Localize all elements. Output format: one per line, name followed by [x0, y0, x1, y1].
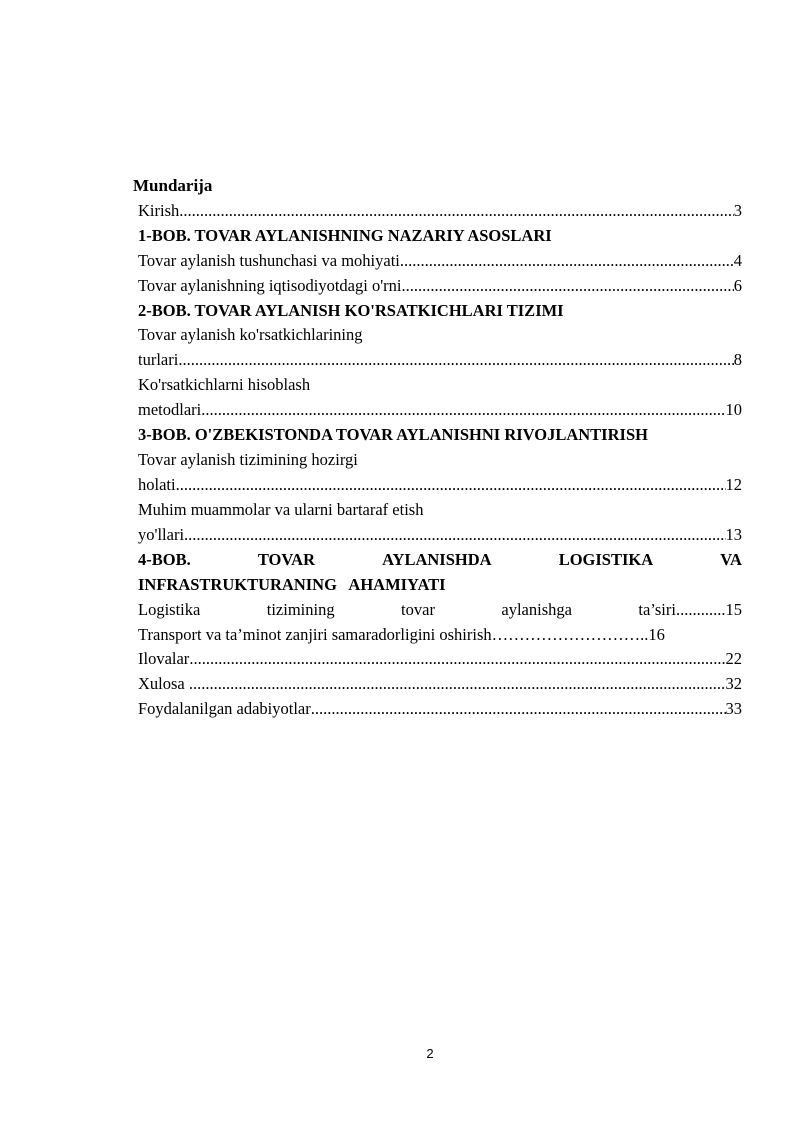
toc-entry-text: Ilovalar [138, 649, 190, 668]
toc-entry[interactable] [138, 522, 742, 547]
dot-leader [400, 248, 734, 273]
toc-entry-text: Tovar aylanish tushunchasi va mohiyati [138, 251, 400, 270]
toc-page-number: 10 [725, 400, 742, 419]
toc-entry[interactable] [138, 347, 742, 372]
dot-leader [402, 273, 734, 298]
toc-entry[interactable] [138, 397, 742, 422]
page-number: 2 [426, 1046, 434, 1061]
toc-entry-word: Logistika [138, 600, 201, 619]
toc-entry[interactable] [138, 646, 742, 671]
toc-page-number: 33 [725, 699, 742, 718]
toc-entry[interactable] [138, 696, 742, 721]
toc-entry-word: ta’siri............15 [638, 600, 742, 619]
toc-entry[interactable] [138, 671, 742, 696]
toc-entry-text: Tovar aylanish ko'rsatkichlarining [138, 325, 363, 344]
toc-entry[interactable] [138, 622, 742, 647]
toc-page-number: 3 [733, 201, 742, 220]
dot-leader [179, 198, 734, 223]
toc-entry-text: Transport va ta’minot zanjiri samaradorligini oshirish [138, 625, 492, 644]
toc-page-number: 13 [725, 525, 742, 544]
toc-page-number: 12 [725, 475, 742, 494]
toc-page-number: 32 [725, 674, 742, 693]
dot-leader [189, 671, 726, 696]
toc-page-number: 22 [725, 649, 742, 668]
dot-leader [201, 397, 725, 422]
toc-entry[interactable] [138, 472, 742, 497]
toc-entry-word: tovar [401, 600, 435, 619]
toc-entry-text: Ko'rsatkichlarni hisoblash [138, 375, 311, 394]
toc-title: Mundarija [133, 176, 213, 195]
toc-entry-kirish[interactable] [138, 198, 742, 223]
toc-entry-text: yo'llari [138, 525, 185, 544]
chapter-heading-2: 2-BOB. TOVAR AYLANISH KO'RSATKICHLARI TIZIMI [138, 301, 564, 320]
heading-word: TOVAR [257, 550, 316, 569]
toc-entry-text: Tovar aylanish tizimining hozirgi [138, 450, 358, 469]
toc-entry-text: Foydalanilgan adabiyotlar [138, 699, 311, 718]
toc-entry-trail: ………………………..16 [491, 625, 665, 644]
toc-entry[interactable] [138, 597, 742, 622]
heading-word: AYLANISHDA [382, 550, 492, 569]
toc-entry[interactable] [138, 248, 742, 273]
toc-page-number: 8 [733, 350, 742, 369]
chapter-heading-4-cont: INFRASTRUKTURANING AHAMIYATI [138, 575, 446, 594]
toc-entry[interactable] [138, 273, 742, 298]
toc-entry-text: Muhim muammolar va ularni bartaraf etish [138, 500, 424, 519]
dot-leader [176, 472, 726, 497]
heading-word: 4-BOB. [138, 550, 191, 569]
chapter-heading-4 [138, 547, 742, 572]
toc-entry-word: aylanishga [501, 600, 572, 619]
toc-page-number: 6 [733, 276, 742, 295]
toc-entry-text: Tovar aylanishning iqtisodiyotdagi o'rni [138, 276, 402, 295]
heading-word: LOGISTIKA [558, 550, 654, 569]
dot-leader [178, 347, 733, 372]
toc-entry-word: tizimining [266, 600, 335, 619]
toc-entry-text: Kirish [138, 201, 180, 220]
heading-word: VA [720, 550, 742, 569]
chapter-heading-1: 1-BOB. TOVAR AYLANISHNING NAZARIY ASOSLARI [138, 226, 552, 245]
dot-leader [311, 696, 726, 721]
chapter-heading-3: 3-BOB. O'ZBEKISTONDA TOVAR AYLANISHNI RIVOJLANTIRISH [138, 425, 648, 444]
dot-leader [184, 522, 725, 547]
dot-leader [189, 646, 725, 671]
toc-entry-text: metodlari [138, 400, 202, 419]
toc-page-number: 4 [733, 251, 742, 270]
toc-entry-text: Xulosa [138, 674, 189, 693]
toc-entry-text: holati [138, 475, 176, 494]
toc-entry-text: turlari [138, 350, 179, 369]
